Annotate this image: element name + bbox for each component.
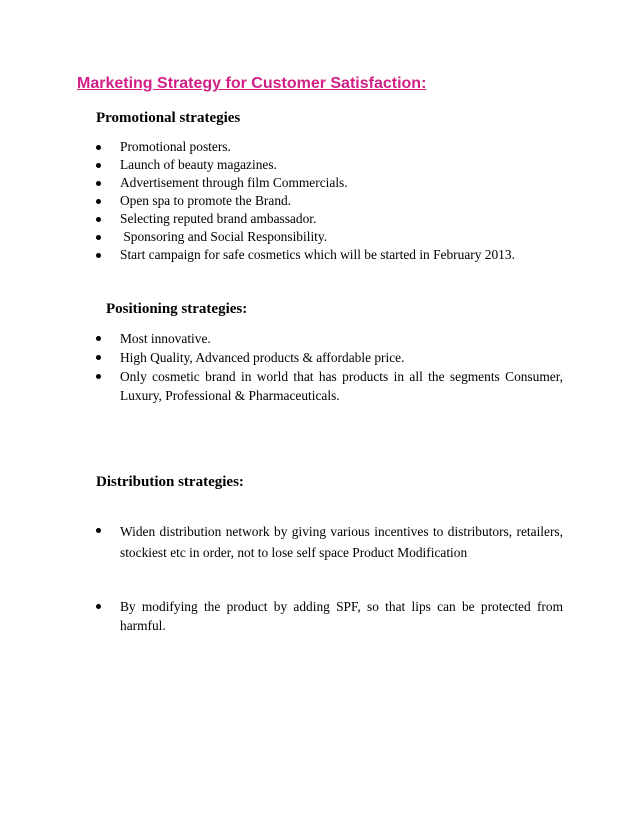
- list-item: [96, 597, 563, 635]
- list-item: [96, 348, 563, 367]
- bullet-icon: [96, 145, 101, 150]
- list-item-text: Promotional posters.: [120, 139, 231, 154]
- bullet-icon: [96, 355, 101, 360]
- list-item: [96, 329, 563, 348]
- list-item-text: High Quality, Advanced products & affordable price.: [120, 350, 405, 365]
- bullet-icon: [96, 528, 101, 533]
- positioning-strategies-list: [96, 329, 563, 405]
- list-item-text: Most innovative.: [120, 331, 211, 346]
- list-item: [96, 246, 563, 264]
- promotional-strategies-list: [96, 138, 563, 264]
- page-title: Marketing Strategy for Customer Satisfaction:: [77, 75, 427, 92]
- list-item: [96, 367, 563, 405]
- list-item-text: Selecting reputed brand ambassador.: [120, 211, 317, 226]
- list-item-text: Sponsoring and Social Responsibility.: [120, 229, 328, 244]
- list-item-text: Launch of beauty magazines.: [120, 157, 277, 172]
- list-item-text: Widen distribution network by giving various incentives to distributors, retailers, stockiest etc in order, not to lose self space Product Modification: [120, 524, 563, 560]
- distribution-strategies-list-continued: [96, 597, 563, 635]
- list-item: [96, 521, 563, 563]
- positioning-strategies-heading: Positioning strategies:: [106, 301, 248, 317]
- list-item: [96, 156, 563, 174]
- bullet-icon: [96, 604, 101, 609]
- list-item: [96, 228, 563, 246]
- list-item: [96, 192, 563, 210]
- bullet-icon: [96, 336, 101, 341]
- bullet-icon: [96, 163, 101, 168]
- bullet-icon: [96, 217, 101, 222]
- list-item-text: Only cosmetic brand in world that has products in all the segments Consumer, Luxury, Professional & Pharmaceuticals.: [120, 369, 563, 403]
- bullet-icon: [96, 253, 101, 258]
- list-item-text: Advertisement through film Commercials.: [120, 175, 348, 190]
- list-item: [96, 174, 563, 192]
- list-item-text: Open spa to promote the Brand.: [120, 193, 292, 208]
- promotional-strategies-heading: Promotional strategies: [96, 110, 241, 126]
- bullet-icon: [96, 199, 101, 204]
- list-item: [96, 138, 563, 156]
- distribution-strategies-heading: Distribution strategies:: [96, 474, 244, 490]
- list-item: [96, 210, 563, 228]
- bullet-icon: [96, 181, 101, 186]
- list-item-text: By modifying the product by adding SPF, so that lips can be protected from harmful.: [120, 599, 563, 633]
- list-item-text: Start campaign for safe cosmetics which will be started in February 2013.: [120, 247, 515, 262]
- bullet-icon: [96, 235, 101, 240]
- distribution-strategies-list: [96, 521, 563, 563]
- bullet-icon: [96, 374, 101, 379]
